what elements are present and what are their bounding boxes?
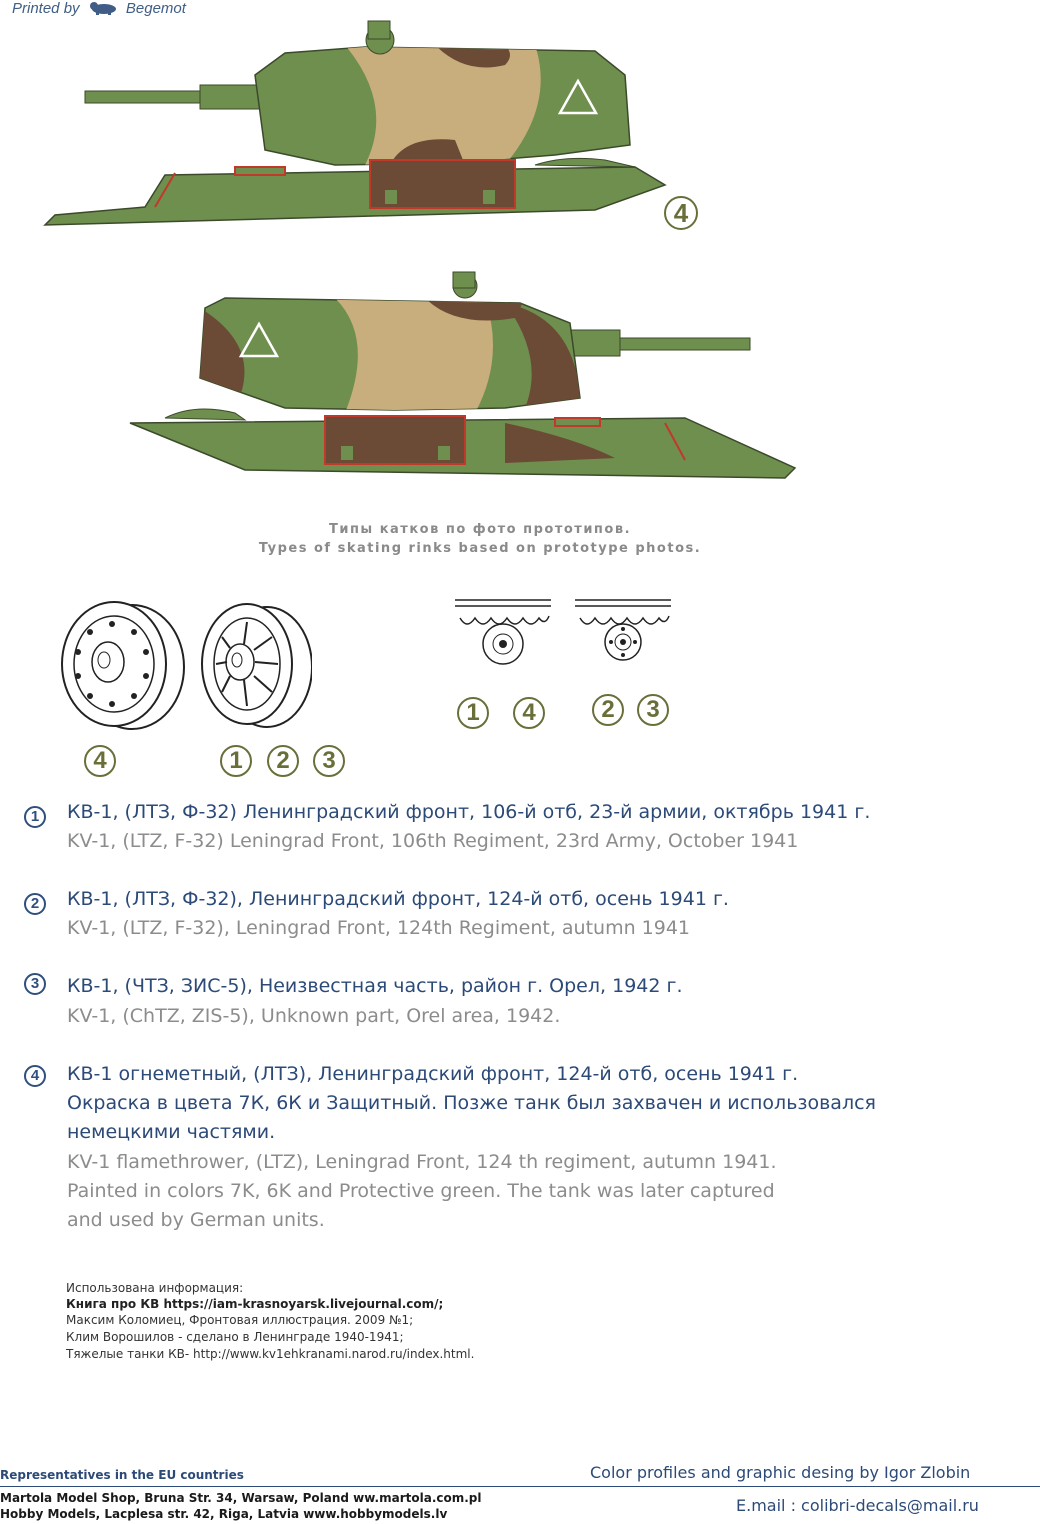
variant-marker: 1 — [24, 806, 46, 828]
wheel-label: 2 — [267, 745, 299, 777]
track-detail-type-b — [575, 596, 675, 668]
representatives-title: Representatives in the EU countries — [0, 1468, 244, 1482]
source-item: Максим Коломиец, Фронтовая иллюстрация. 2009 №1; — [66, 1313, 414, 1327]
wheels-caption-en: Types of skating rinks based on prototype photos. — [258, 541, 702, 556]
variant-marker: 4 — [24, 1065, 46, 1087]
variant-4-ru: немецкими частями. — [67, 1121, 276, 1143]
design-credit: Color profiles and graphic desing by Igor Zlobin — [590, 1463, 971, 1482]
wheel-label: 4 — [84, 745, 116, 777]
track-detail-type-a — [455, 596, 555, 668]
variant-3-en: KV-1, (ChTZ, ZIS-5), Unknown part, Orel area, 1942. — [67, 1005, 561, 1027]
road-wheel-type-b — [192, 592, 312, 737]
variant-marker: 3 — [24, 973, 46, 995]
tank-profile-right — [125, 268, 805, 488]
road-wheel-type-a — [52, 592, 187, 737]
wheels-caption-ru: Типы катков по фото прототипов. — [328, 522, 632, 537]
source-item: Клим Ворошилов - сделано в Ленинграде 1940-1941; — [66, 1330, 404, 1344]
variant-3-ru: КВ-1, (ЧТЗ, ЗИС-5), Неизвестная часть, район г. Орел, 1942 г. — [67, 975, 683, 997]
footer-divider — [0, 1486, 1040, 1487]
wheel-label: 2 — [592, 694, 624, 726]
variant-4-en: KV-1 flamethrower, (LTZ), Leningrad Front, 124 th regiment, autumn 1941. — [67, 1151, 777, 1173]
wheel-label: 1 — [457, 697, 489, 729]
variant-4-en: Painted in colors 7K, 6K and Protective green. The tank was later captured — [67, 1180, 775, 1202]
variant-2-en: KV-1, (LTZ, F-32), Leningrad Front, 124th Regiment, autumn 1941 — [67, 917, 691, 939]
variant-4-ru: Окраска в цвета 7К, 6К и Защитный. Позже танк был захвачен и использовался — [67, 1092, 876, 1114]
representative-hobbymodels: Hobby Models, Lacplesa str. 42, Riga, Latvia www.hobbymodels.lv — [0, 1507, 448, 1521]
profile-marker-4: 4 — [664, 196, 698, 230]
variant-1-en: KV-1, (LTZ, F-32) Leningrad Front, 106th Regiment, 23rd Army, October 1941 — [67, 830, 799, 852]
printer-name: Begemot — [125, 0, 186, 17]
wheel-label: 1 — [220, 745, 252, 777]
variant-1-ru: КВ-1, (ЛТЗ, Ф-32) Ленинградский фронт, 106-й отб, 23-й армии, октябрь 1941 г. — [67, 801, 871, 823]
representative-martola: Martola Model Shop, Bruna Str. 34, Warsaw, Poland ww.martola.com.pl — [0, 1491, 482, 1505]
source-item: Книга про КВ https://iam-krasnoyarsk.livejournal.com/; — [66, 1297, 444, 1311]
contact-email: E.mail : colibri-decals@mail.ru — [736, 1496, 979, 1515]
tank-profile-left — [35, 15, 675, 240]
sources-heading: Использована информация: — [66, 1281, 244, 1295]
wheel-label: 3 — [637, 694, 669, 726]
printed-by-label: Printed by — [12, 0, 80, 17]
variant-2-ru: КВ-1, (ЛТЗ, Ф-32), Ленинградский фронт, 124-й отб, осень 1941 г. — [67, 888, 729, 910]
hippo-logo-icon — [88, 1, 118, 15]
wheel-label: 4 — [513, 697, 545, 729]
wheel-label: 3 — [313, 745, 345, 777]
variant-4-en: and used by German units. — [67, 1209, 325, 1231]
source-item: Тяжелые танки КВ- http://www.kv1ehkranami.narod.ru/index.html. — [66, 1347, 475, 1361]
variant-4-ru: КВ-1 огнеметный, (ЛТЗ), Ленинградский фронт, 124-й отб, осень 1941 г. — [67, 1063, 799, 1085]
variant-marker: 2 — [24, 893, 46, 915]
